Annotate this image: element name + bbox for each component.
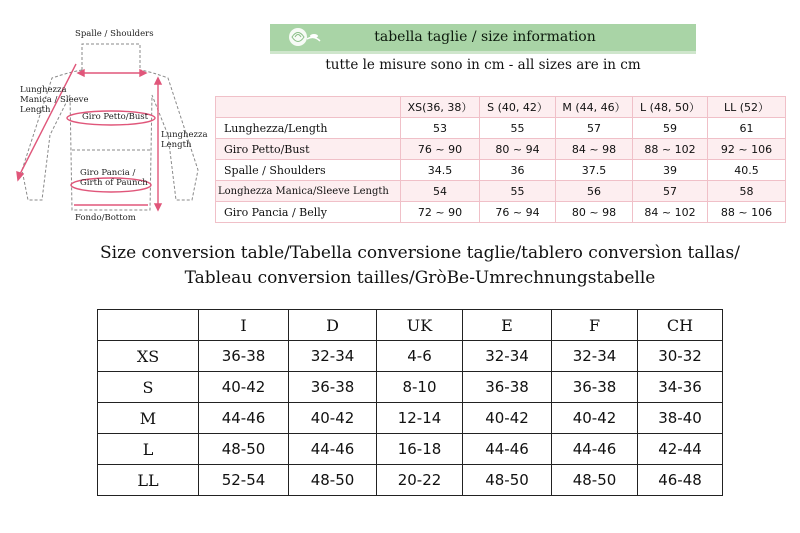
country-column-header: I <box>199 310 289 341</box>
size-table-corner <box>216 97 401 118</box>
measurement-value: 36 <box>480 160 556 181</box>
measurement-value: 76 ~ 90 <box>401 139 480 160</box>
table-row <box>216 181 786 202</box>
table-row <box>98 372 723 403</box>
measurement-label: Longhezza Manica/Sleeve Length <box>216 181 401 202</box>
conversion-table-corner <box>98 310 199 341</box>
table-row <box>216 139 786 160</box>
conversion-value: 32-34 <box>289 341 377 372</box>
conversion-value: 32-34 <box>552 341 638 372</box>
bottom-label: Fondo/Bottom <box>75 213 136 223</box>
table-row <box>98 434 723 465</box>
measurement-value: 80 ~ 98 <box>556 202 633 223</box>
conversion-value: 40-42 <box>199 372 289 403</box>
conversion-value: 30-32 <box>638 341 723 372</box>
measurement-value: 72 ~ 90 <box>401 202 480 223</box>
garment-diagram <box>0 0 215 235</box>
size-label: XS <box>98 341 199 372</box>
measurement-value: 57 <box>633 181 708 202</box>
measurement-value: 56 <box>556 181 633 202</box>
size-column-header: XS(36, 38） <box>401 97 480 118</box>
country-column-header: D <box>289 310 377 341</box>
table-row <box>98 341 723 372</box>
table-row <box>216 202 786 223</box>
conversion-value: 48-50 <box>289 465 377 496</box>
measurement-value: 57 <box>556 118 633 139</box>
size-column-header: M (44, 46） <box>556 97 633 118</box>
measurement-value: 55 <box>480 118 556 139</box>
chest-label: Giro Petto/Bust <box>82 112 149 122</box>
conversion-value: 20-22 <box>377 465 463 496</box>
measurement-value: 39 <box>633 160 708 181</box>
conversion-value: 36-38 <box>289 372 377 403</box>
conversion-value: 32-34 <box>463 341 552 372</box>
conversion-value: 4-6 <box>377 341 463 372</box>
conversion-value: 40-42 <box>463 403 552 434</box>
conversion-value: 38-40 <box>638 403 723 434</box>
country-column-header: E <box>463 310 552 341</box>
measurement-value: 58 <box>708 181 786 202</box>
measurement-value: 61 <box>708 118 786 139</box>
table-row <box>98 403 723 434</box>
table-row <box>216 160 786 181</box>
measurement-value: 34.5 <box>401 160 480 181</box>
conversion-value: 36-38 <box>552 372 638 403</box>
size-column-header: LL (52） <box>708 97 786 118</box>
measurement-label: Lunghezza/Length <box>216 118 401 139</box>
measurement-value: 84 ~ 98 <box>556 139 633 160</box>
conversion-value: 46-48 <box>638 465 723 496</box>
conversion-value: 44-46 <box>199 403 289 434</box>
country-column-header: UK <box>377 310 463 341</box>
size-label: LL <box>98 465 199 496</box>
conversion-value: 48-50 <box>199 434 289 465</box>
conversion-value: 16-18 <box>377 434 463 465</box>
banner-underline <box>270 51 696 54</box>
conversion-value: 52-54 <box>199 465 289 496</box>
conversion-value: 44-46 <box>289 434 377 465</box>
measurement-value: 88 ~ 106 <box>708 202 786 223</box>
country-column-header: F <box>552 310 638 341</box>
conversion-heading-line-1: Size conversion table/Tabella conversione taglie/tablero conversìon tallas/ <box>100 243 740 263</box>
size-label: L <box>98 434 199 465</box>
conversion-value: 8-10 <box>377 372 463 403</box>
conversion-header-row <box>98 310 723 341</box>
length-label: Lunghezza Length <box>161 130 208 150</box>
conversion-value: 48-50 <box>463 465 552 496</box>
conversion-heading <box>60 241 780 291</box>
measurement-label: Giro Petto/Bust <box>216 139 401 160</box>
size-conversion-table <box>97 309 723 496</box>
conversion-value: 48-50 <box>552 465 638 496</box>
size-label: M <box>98 403 199 434</box>
conversion-value: 12-14 <box>377 403 463 434</box>
measurement-label: Spalle / Shoulders <box>216 160 401 181</box>
conversion-value: 34-36 <box>638 372 723 403</box>
conversion-value: 40-42 <box>289 403 377 434</box>
size-column-header: L (48, 50） <box>633 97 708 118</box>
size-information-table <box>215 96 786 223</box>
measurement-value: 92 ~ 106 <box>708 139 786 160</box>
sleeve-length-label: Lunghezza Manica / Sleeve Length <box>20 85 89 115</box>
banner-title: tabella taglie / size information <box>374 29 596 45</box>
measurement-value: 40.5 <box>708 160 786 181</box>
measurement-value: 37.5 <box>556 160 633 181</box>
measurement-value: 76 ~ 94 <box>480 202 556 223</box>
country-column-header: CH <box>638 310 723 341</box>
paunch-label: Giro Pancia / Girth of Paunch <box>80 168 148 188</box>
conversion-value: 40-42 <box>552 403 638 434</box>
measurement-value: 53 <box>401 118 480 139</box>
conversion-value: 44-46 <box>463 434 552 465</box>
table-row <box>216 118 786 139</box>
measurement-label: Giro Pancia / Belly <box>216 202 401 223</box>
table-row <box>98 465 723 496</box>
measurement-value: 80 ~ 94 <box>480 139 556 160</box>
size-table-header-row <box>216 97 786 118</box>
conversion-value: 36-38 <box>463 372 552 403</box>
conversion-value: 44-46 <box>552 434 638 465</box>
units-note: tutte le misure sono in cm - all sizes are in cm <box>325 57 641 73</box>
conversion-heading-line-2: Tableau conversion tailles/GròBe-Umrechnungstabelle <box>184 268 656 288</box>
measurement-value: 55 <box>480 181 556 202</box>
shoulders-label: Spalle / Shoulders <box>75 29 154 39</box>
measurement-value: 54 <box>401 181 480 202</box>
size-label: S <box>98 372 199 403</box>
measurement-value: 59 <box>633 118 708 139</box>
measurement-value: 84 ~ 102 <box>633 202 708 223</box>
conversion-value: 42-44 <box>638 434 723 465</box>
measurement-value: 88 ~ 102 <box>633 139 708 160</box>
size-column-header: S (40, 42） <box>480 97 556 118</box>
rose-icon <box>276 25 324 50</box>
conversion-value: 36-38 <box>199 341 289 372</box>
